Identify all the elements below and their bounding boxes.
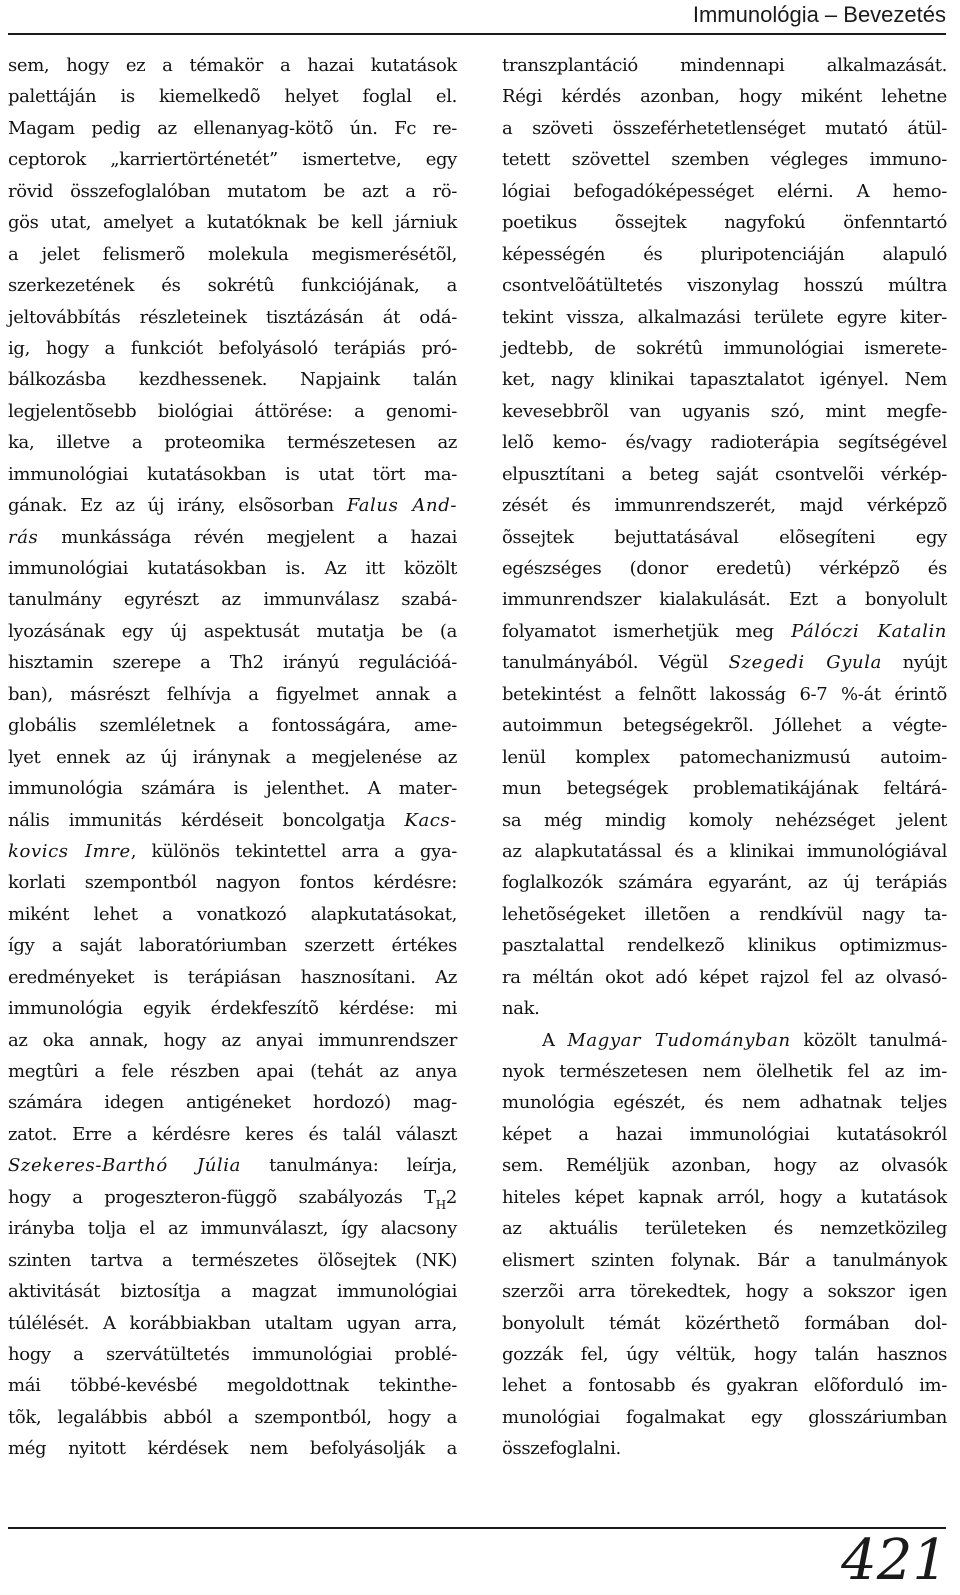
running-header-title: Immunológia – Bevezetés [692,2,946,27]
text-line: nak. [502,998,540,1020]
text-line: kevesebbrõl van ugyanis szó, mint megfe- [502,400,947,422]
text-line: számára idegen antigéneket hordozó) mag- [8,1092,457,1114]
text-line: elpusztítani a beteg saját csontvelõi vérkép- [502,463,947,485]
text-line: lyozásának egy új aspektusát mutatja be (a [8,620,457,642]
text-line: õssejtek bejuttatásával elõsegíteni egy [502,526,947,548]
text-line: gozzák fel, úgy véltük, hogy talán hasznos [502,1343,947,1365]
text-line: korlati szempontból nagyon fontos kérdésre: [8,872,457,894]
text-line: mun betegségek problematikájának feltárá- [502,778,947,800]
text-line: sem. Reméljük azonban, hogy az olvasók [502,1155,947,1177]
text-line: betekintést a felnõtt lakosság 6-7 %-át érintõ [502,683,947,705]
text-line: munológiai fogalmakat egy glosszáriumban [502,1406,947,1428]
subscript: H [435,1197,446,1212]
text-line: bonyolult témát közérthetõ formában dol- [502,1312,947,1334]
text-line: Régi kérdés azonban, hogy miként lehetne [502,86,947,108]
text-line: nális immunitás kérdéseit boncolgatja Kacs- [8,809,457,831]
text-line: tetett szövettel szemben végleges immuno- [502,149,947,171]
text-line: lyet ennek az új iránynak a megjelenése az [8,746,457,768]
text-line: pasztalattal rendelkezõ klinikus optimizmus- [502,935,947,957]
publication-title: Magyar Tudományban [567,1029,791,1051]
text-line: tanulmány egyrészt az immunválasz szabá- [8,589,457,611]
text-line: az alapkutatással és a klinikai immunológiával [502,840,947,862]
author-name: Szegedi Gyula [728,652,882,674]
text-line: az oka annak, hogy az anyai immunrendszer [8,1029,457,1051]
text-line: képességén és pluripotenciáján alapuló [502,243,947,265]
text-line: ig, hogy a funkciót befolyásoló terápiás pró- [8,337,457,359]
author-name: Szekeres-Barthó Júlia [8,1155,241,1177]
author-name: Falus And- [346,495,457,517]
text-line: legjelentõsebb biológiai áttörése: a genomi- [8,400,457,422]
text-line: sa még mindig komoly nehézséget jelent [502,809,947,831]
text-line: hogy a progeszteron-függõ szabályozás $T_H2$ [8,1186,457,1212]
text-line: szerzõi arra törekedtek, hogy a sokszor igen [502,1281,947,1303]
text-line: elismert szinten folynak. Bár a tanulmányok [502,1249,947,1271]
right-text-column [502,50,947,1465]
text-line: immunrendszer kialakulását. Ezt a bonyolult [502,589,947,611]
text-line: jeltovábbítás részleteinek tisztázásán át odá- [8,306,457,328]
text-line: a jelet felismerõ molekula megismerésétõl, [8,243,457,265]
footer-rule [8,1527,946,1529]
text-line: autoimmun betegségekrõl. Jóllehet a végte- [502,715,947,737]
text-line: poetikus õssejtek nagyfokú önfenntartó [502,212,947,234]
author-name: kovics Imre [8,840,131,862]
text-line: lehetõségeket illetõen a rendkívül nagy ta- [502,903,947,925]
text-line: immunológiai kutatásokban is utat tört ma- [8,463,457,485]
text-line: zését és immunrendszerét, majd vérképzõ [502,495,947,517]
text-line: tekint vissza, alkalmazási területe egyre kiter- [502,306,947,328]
text-line: rás munkássága révén megjelent a hazai [8,526,457,548]
text-line: zatot. Erre a kérdésre keres és talál választ [8,1123,457,1145]
text-line: jedtebb, de sokrétû immunológiai ismerete- [502,337,947,359]
text-line: megtûri a fele részben apai (tehát az anya [8,1061,457,1082]
text-line: ceptorok „karriertörténetét” ismertetve, egy [8,149,457,171]
author-name: rás [8,526,39,548]
text-line: miként lehet a vonatkozó alapkutatásokat, [8,903,457,925]
text-line: Magam pedig az ellenanyag-kötõ ún. Fc re- [8,117,457,139]
text-line: immunológia egyik érdekfeszítõ kérdése: mi [8,998,457,1020]
text-line: a szöveti összeférhetetlenséget mutató átül- [502,117,947,139]
text-line: globális szemléletnek a fontosságára, ame- [8,715,457,737]
text-line: aktivitását biztosítja a magzat immunológiai [8,1281,457,1303]
text-line: folyamatot ismerhetjük meg Pálóczi Katalin [502,620,947,642]
text-line: tõk, legalábbis abból a szempontból, hogy a [8,1406,457,1428]
header-rule [8,33,946,35]
text-line: rövid összefoglalóban mutatom be azt a rö- [8,180,457,202]
text-line: egészséges (donor eredetû) vérképzõ és [502,558,947,579]
text-line: hisztamin szerepe a Th2 irányú regulációá- [8,652,457,674]
text-line: összefoglalni. [502,1438,621,1460]
text-line: irányba tolja el az immunválaszt, így alacsony [8,1218,457,1240]
text-line: sem, hogy ez a témakör a hazai kutatások [8,55,457,76]
text-line: az aktuális területeken és nemzetközileg [502,1218,947,1240]
author-name: Pálóczi Katalin [791,620,947,642]
text-line: immunológiai kutatásokban is. Az itt közölt [8,558,457,579]
text-line: ket, nagy klinikai tapasztalatot igényel. Nem [502,369,947,391]
left-text-column [8,50,457,1465]
text-line: mái többé-kevésbé megoldottnak tekinthe- [8,1375,457,1397]
text-line: szinten tartva a természetes ölõsejtek (NK) [8,1249,457,1271]
text-line: nyok természetesen nem ölelhetik fel az im- [502,1061,947,1082]
text-line: gös utat, amelyet a kutatóknak be kell járniuk [8,212,457,234]
text-line: hiteles képet kapnak arról, hogy a kutatások [502,1186,947,1208]
text-line: ban), másrészt felhívja a figyelmet annak a [8,683,457,705]
text-line: bálkozásba kezdhessenek. Napjaink talán [8,369,457,391]
text-line: ka, illetve a proteomika természetesen az [8,432,457,454]
text-line: csontvelõátültetés viszonylag hosszú múltra [502,275,947,297]
page-number: 421 [841,1528,948,1593]
text-line: kovics Imre, különös tekintettel arra a gya- [8,840,457,862]
text-line: eredményeket is terápiásan hasznosítani. Az [8,966,457,988]
text-line: Szekeres-Barthó Júlia tanulmánya: leírja, [8,1155,457,1177]
text-line: ra méltán okot adó képet rajzol fel az olvasó- [502,966,947,988]
text-line: hogy a szervátültetés immunológiai problé- [8,1343,457,1365]
text-line: lógiai befogadóképességet elérni. A hemo- [502,180,947,202]
text-line: immunológia számára is jelenthet. A mater- [8,778,457,800]
text-line: A Magyar Tudományban közölt tanulmá- [542,1029,948,1051]
text-line: még nyitott kérdések nem befolyásolják a [8,1438,457,1460]
text-line: lehet a fontosabb és gyakran elõforduló im- [502,1375,947,1397]
text-line: szerkezetének és sokrétû funkciójának, a [8,275,457,297]
running-header [0,0,960,36]
text-line: túlélését. A korábbiakban utaltam ugyan arra, [8,1312,457,1334]
text-line: palettáján is kiemelkedõ helyet foglal el. [8,86,457,108]
text-line: lenül komplex patomechanizmusú autoim- [502,746,947,768]
text-line: képet a hazai immunológiai kutatásokról [502,1123,947,1145]
text-line: tanulmányából. Végül Szegedi Gyula nyújt [502,652,947,674]
text-line: gának. Ez az új irány, elsõsorban Falus And- [8,495,457,517]
text-line: munológia egészét, és nem adhatnak teljes [502,1092,947,1114]
author-name: Kacs- [404,809,457,831]
text-line: transzplantáció mindennapi alkalmazását. [502,55,947,76]
text-line: lelõ kemo- és/vagy radioterápia segítségével [502,432,947,454]
text-line: foglalkozók számára egyaránt, az új terápiás [502,872,947,894]
text-line: így a saját laboratóriumban szerzett értékes [8,935,457,957]
